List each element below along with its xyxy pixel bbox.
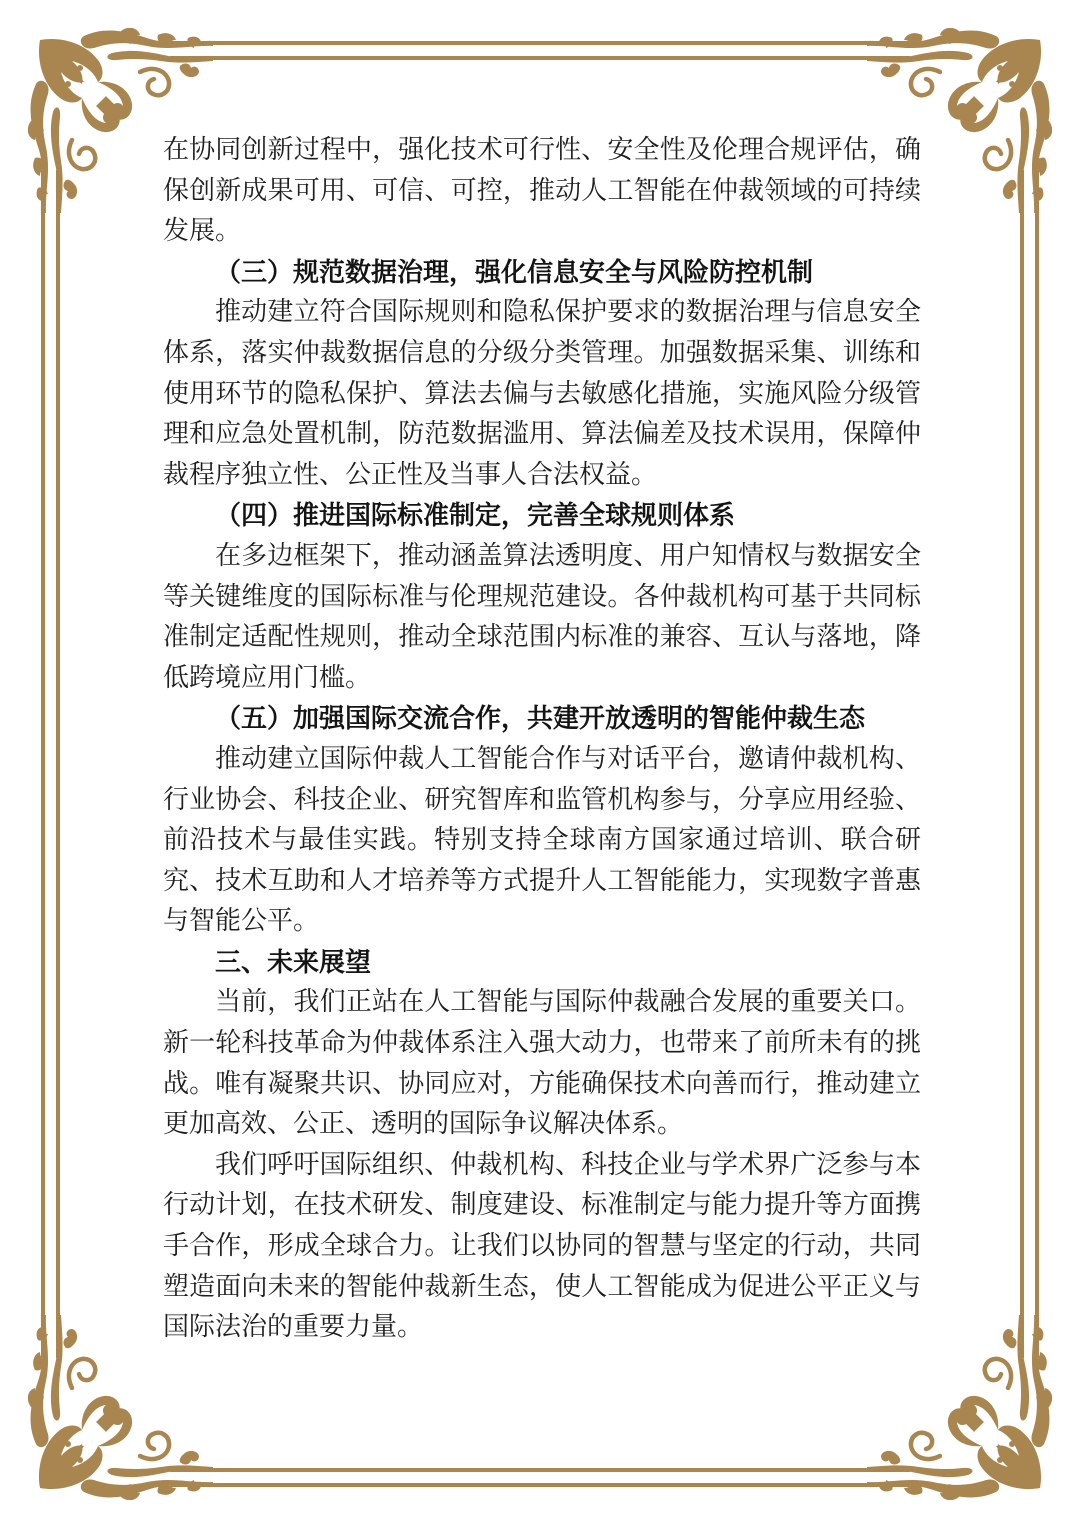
paragraph-continuation: 在协同创新过程中，强化技术可行性、安全性及伦理合规评估，确保创新成果可用、可信、可控，推动人工智能在仲裁领域的可持续发展。 bbox=[163, 135, 921, 246]
border-line-right-inner bbox=[1020, 170, 1024, 1358]
paragraph: 推动建立符合国际规则和隐私保护要求的数据治理与信息安全体系，落实仲裁数据信息的分级分类管理。加强数据采集、训练和使用环节的隐私保护、算法去偏与去敏感化措施，实施风险分级管理和应急处置机制，防范数据滥用、算法偏差及技术误用，保障仲裁程序独立性、公正性及当事人合法权益。 bbox=[163, 297, 921, 489]
paragraph: 我们呼吁国际组织、仲裁机构、科技企业与学术界广泛参与本行动计划，在技术研发、制度建设、标准制定与能力提升等方面携手合作，形成全球合力。让我们以协同的智慧与坚定的行动，共同塑造面向未来的智能仲裁新生态，使人工智能成为促进公平正义与国际法治的重要力量。 bbox=[163, 1149, 921, 1342]
border-line-top-inner bbox=[170, 56, 910, 60]
border-line-bottom-inner bbox=[170, 1468, 910, 1472]
border-line-left-inner bbox=[56, 170, 60, 1358]
paragraph: 当前，我们正站在人工智能与国际仲裁融合发展的重要关口。新一轮科技革命为仲裁体系注入强大动力，也带来了前所未有的挑战。唯有凝聚共识、协同应对，方能确保技术向善而行，推动建立更加高效、公正、透明的国际争议解决体系。 bbox=[163, 987, 921, 1139]
border-line-right-outer bbox=[1035, 170, 1039, 1358]
section-heading-3: （三）规范数据治理，强化信息安全与风险防控机制 bbox=[215, 256, 814, 287]
paragraph: 在多边框架下，推动涵盖算法透明度、用户知情权与数据安全等关键维度的国际标准与伦理规范建设。各仲裁机构可基于共同标准制定适配性规则，推动全球范围内标准的兼容、互认与落地，降低跨境应用门槛。 bbox=[163, 540, 921, 692]
document-content bbox=[163, 130, 921, 1348]
border-line-left-outer bbox=[41, 170, 45, 1358]
section-heading-4: （四）推进国际标准制定，完善全球规则体系 bbox=[215, 500, 736, 531]
chapter-heading-future-outlook: 三、未来展望 bbox=[215, 946, 372, 977]
border-line-bottom-outer bbox=[170, 1483, 910, 1487]
paragraph: 推动建立国际仲裁人工智能合作与对话平台，邀请仲裁机构、行业协会、科技企业、研究智库和监管机构参与，分享应用经验、前沿技术与最佳实践。特别支持全球南方国家通过培训、联合研究、技术互助和人才培养等方式提升人工智能能力，实现数字普惠与智能公平。 bbox=[163, 743, 921, 936]
section-heading-5: （五）加强国际交流合作，共建开放透明的智能仲裁生态 bbox=[215, 703, 866, 734]
border-line-top-outer bbox=[170, 41, 910, 45]
